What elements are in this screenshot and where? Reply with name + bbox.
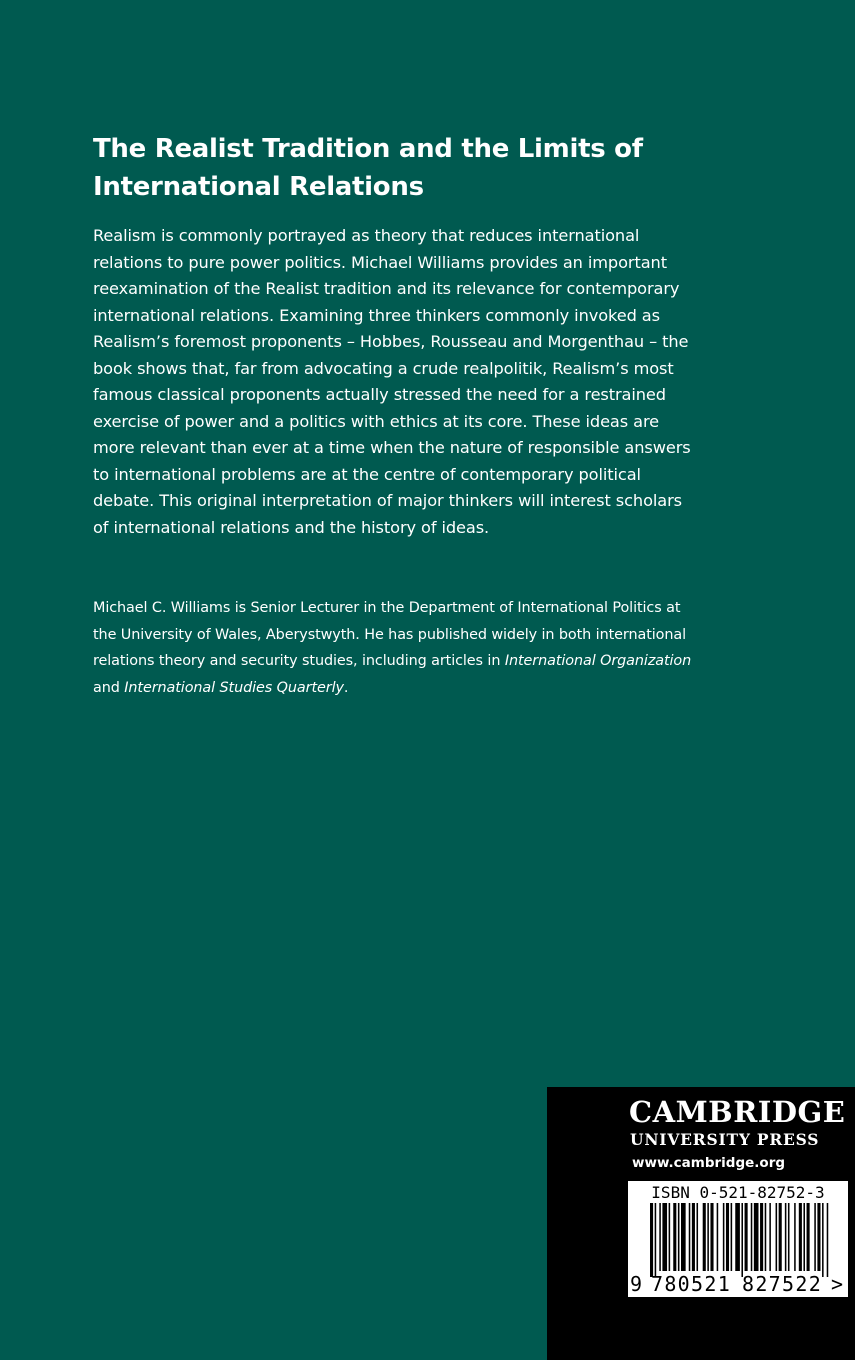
barcode-bar <box>803 1203 805 1271</box>
barcode-lead-digit: 9 <box>630 1272 643 1296</box>
book-blurb: Realism is commonly portrayed as theory that reduces international relations to pure power politics. Michael Williams provides an important reexamination of the Realist tradition and its relevance for contemporary international relations. Examining three thinkers commonly invoked as Realism’s foremost proponents – Hobbes, Rousseau and Morgenthau – the book shows that, far from advocating a crude realpolitik, Realism’s most famous classical proponents actually stressed the need for a restrained exercise of power and a politics with ethics at its core. These ideas are more relevant than ever at a time when the nature of responsible answers to international problems are at the centre of contemporary political debate. This original interpretation of major thinkers will interest scholars of international relations and the history of ideas. <box>93 226 691 537</box>
barcode-end-mark: > <box>831 1272 844 1296</box>
barcode-bar <box>751 1203 753 1271</box>
barcode-bar <box>717 1203 719 1271</box>
barcode-bar <box>678 1203 680 1271</box>
barcode-bar <box>707 1203 709 1271</box>
barcode-bar <box>765 1203 767 1271</box>
author-bio-text-2: and <box>93 679 125 696</box>
barcode-bar <box>650 1203 653 1277</box>
barcode-bar <box>754 1203 759 1271</box>
barcode-bar <box>681 1203 686 1271</box>
barcode-left-digits: 780521 <box>651 1272 732 1296</box>
barcode-bar <box>662 1203 667 1271</box>
barcode-bar <box>669 1203 671 1271</box>
book-title-line-2: International Relations <box>93 172 424 202</box>
barcode-bar <box>673 1203 676 1271</box>
barcode-bar <box>735 1203 740 1271</box>
publisher-name: CAMBRIDGE <box>629 1095 846 1129</box>
barcode-bar <box>710 1203 713 1271</box>
barcode-bar <box>794 1203 796 1271</box>
barcode-bar <box>788 1203 790 1271</box>
barcode-bar <box>731 1203 733 1271</box>
barcode-bar <box>655 1203 657 1277</box>
journal-title-1: International Organization <box>504 653 692 669</box>
publisher-url: www.cambridge.org <box>632 1155 786 1171</box>
barcode-bar <box>741 1203 743 1277</box>
barcode-bar <box>659 1203 661 1271</box>
barcode-bar <box>814 1203 816 1271</box>
barcode-bar <box>799 1203 802 1271</box>
barcode-bar <box>745 1203 748 1271</box>
barcode-bar <box>760 1203 763 1271</box>
barcode-bar <box>697 1203 699 1271</box>
barcode-bar <box>723 1203 725 1271</box>
barcode-bar <box>822 1203 824 1277</box>
publisher-box <box>547 1087 855 1360</box>
isbn-label: ISBN 0-521-82752-3 <box>651 1183 825 1202</box>
barcode-bar <box>703 1203 706 1271</box>
barcode-bar <box>807 1203 810 1271</box>
journal-title-2: International Studies Quarterly <box>124 679 344 696</box>
barcode-bar <box>726 1203 729 1271</box>
barcode-panel <box>628 1181 848 1297</box>
author-bio <box>93 595 703 701</box>
barcode-bar <box>779 1203 782 1271</box>
barcode-right-digits: 827522 <box>742 1272 823 1296</box>
barcode-bar <box>689 1203 691 1271</box>
book-title <box>93 130 733 206</box>
author-bio-text-3: . <box>343 679 349 696</box>
barcode-bar <box>827 1203 829 1277</box>
barcode-bar <box>692 1203 695 1271</box>
barcode-icon <box>628 1203 848 1277</box>
author-bio-text-1: Michael C. Williams is Senior Lecturer in the Department of International Politics at the University of Wales, Aberystwyth. He has published widely in both international relations theory and security studies, including articles in <box>93 600 686 669</box>
publisher-subtitle: UNIVERSITY PRESS <box>630 1130 820 1149</box>
barcode-bar <box>769 1203 771 1271</box>
book-title-line-1: The Realist Tradition and the Limits of <box>93 134 643 164</box>
barcode-bar <box>776 1203 778 1271</box>
barcode-bar <box>817 1203 820 1271</box>
barcode-bar <box>785 1203 787 1271</box>
barcode-digits <box>628 1273 848 1295</box>
